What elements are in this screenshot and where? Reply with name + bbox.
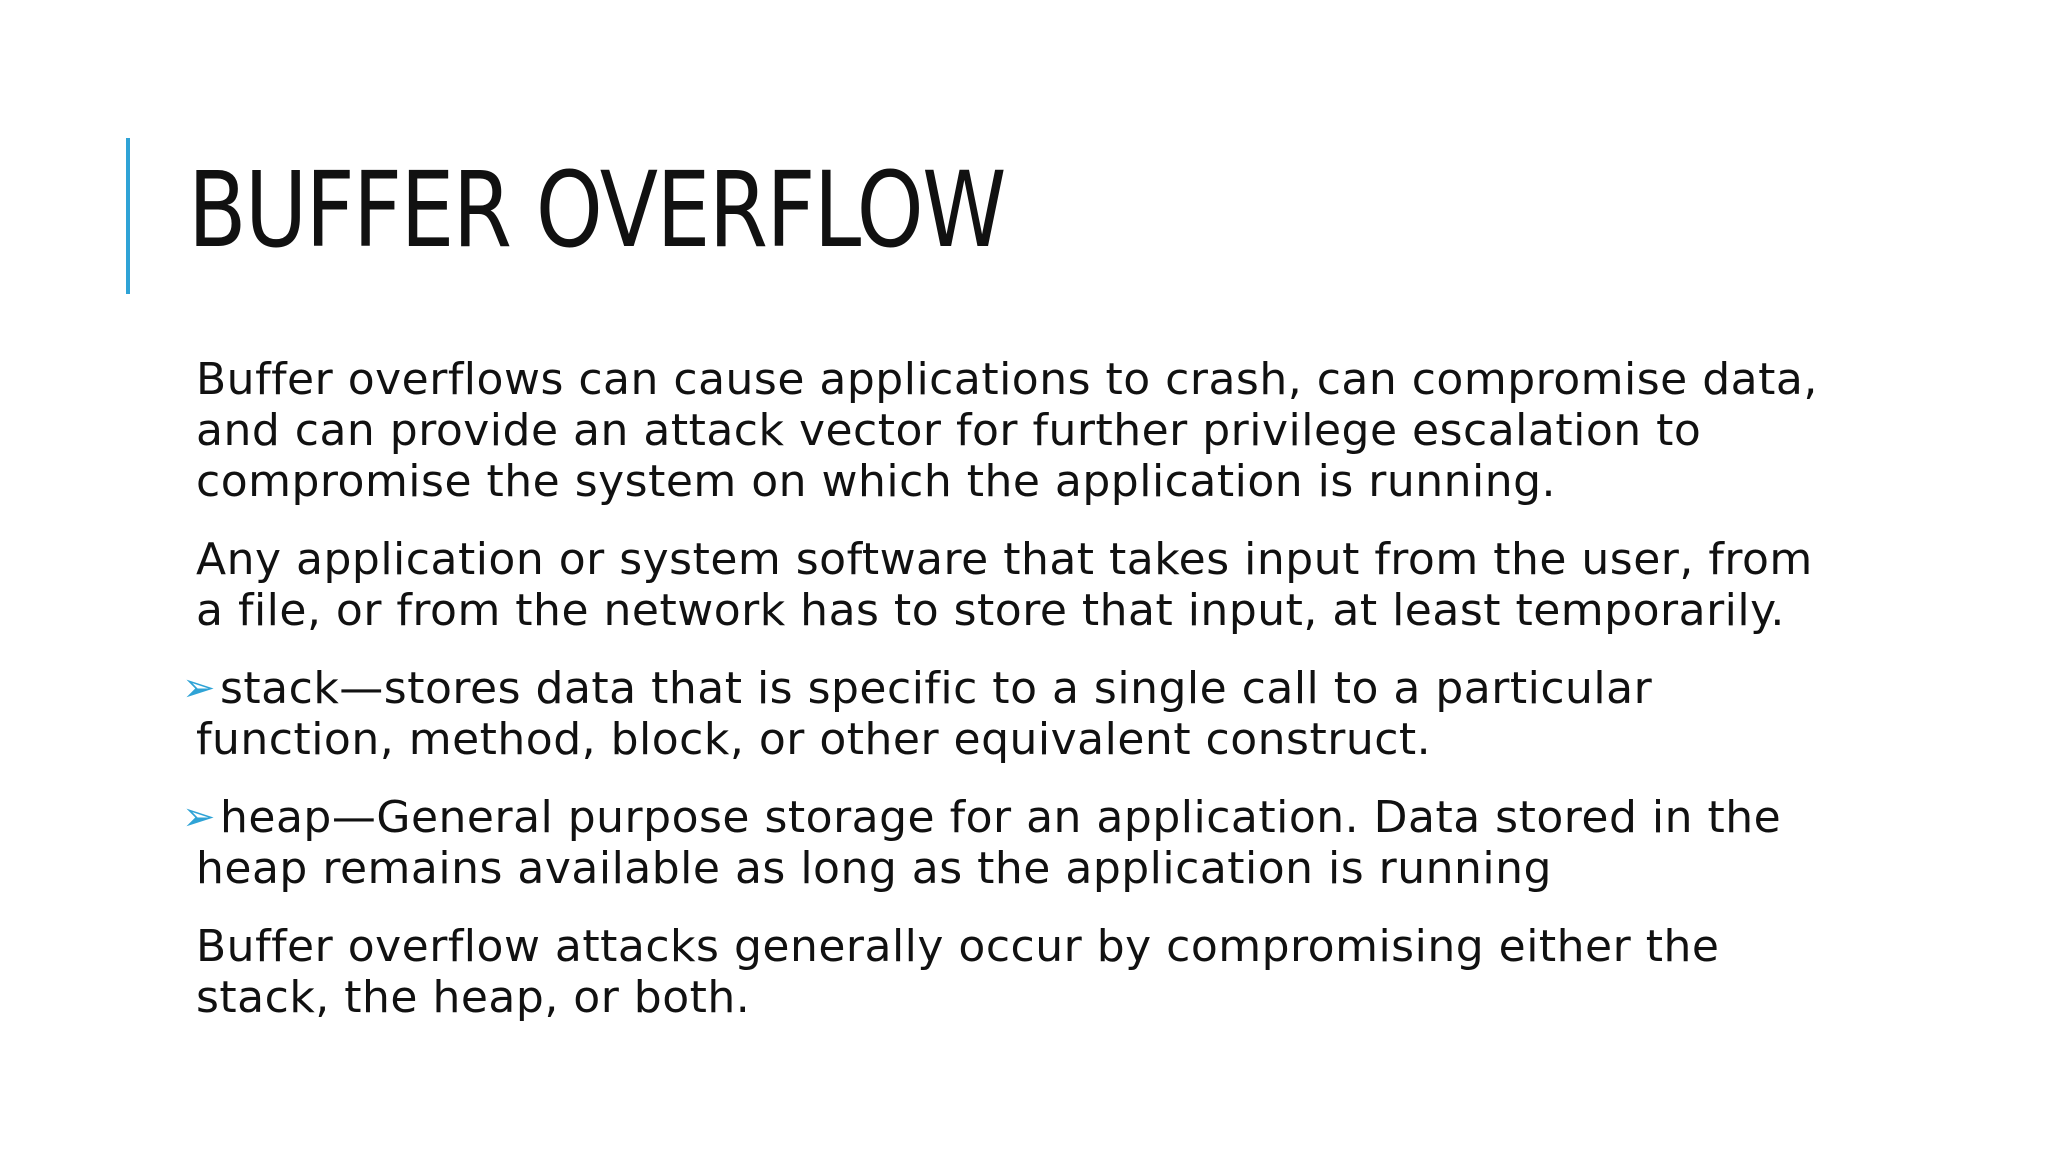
bullet-stack [182, 663, 1836, 765]
bullet-heap-text: heap—General purpose storage for an application. Data stored in the heap remains available as long as the application is running [196, 792, 1782, 894]
bullet-stack-text: stack—stores data that is specific to a single call to a particular function, method, block, or other equivalent construct. [196, 663, 1653, 765]
arrow-bullet-icon: ➢ [182, 665, 217, 711]
slide-body [182, 354, 1836, 1050]
bullet-heap [182, 792, 1836, 894]
slide-title: BUFFER OVERFLOW [188, 149, 1005, 271]
arrow-bullet-icon: ➢ [182, 794, 217, 840]
paragraph-attack-locations: Buffer overflow attacks generally occur by compromising either the stack, the heap, or both. [196, 921, 1720, 1023]
title-accent-bar [126, 138, 130, 294]
paragraph-input-storage: Any application or system software that takes input from the user, from a file, or from the network has to store that input, at least temporarily. [196, 534, 1813, 636]
paragraph-buffer-overflow-effects: Buffer overflows can cause applications to crash, can compromise data, and can provide an attack vector for further privilege escalation to compromise the system on which the application is running. [196, 354, 1818, 507]
